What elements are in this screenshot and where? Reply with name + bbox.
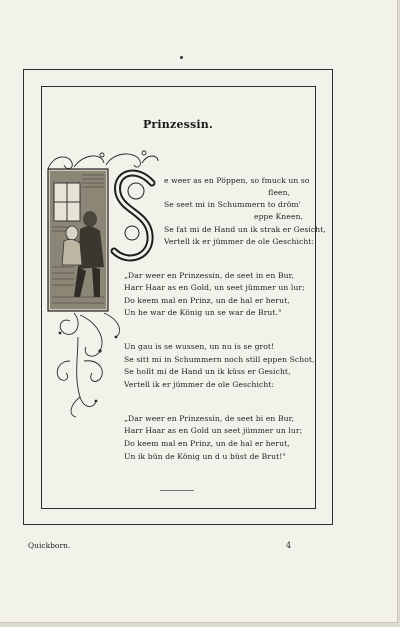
verse-line: eppe Kneen, xyxy=(254,212,304,221)
verse-line: „Dar weer en Prinzessin, de seet bi en Bur, xyxy=(124,414,295,423)
verse-line: fleen, xyxy=(268,188,291,197)
verse-line: Se sitt mi in Schummern noch still eppen Schot, xyxy=(124,355,315,364)
verse-line: Un ik bün de König un d u büst de Brut!" xyxy=(124,452,286,461)
page-number: 4 xyxy=(286,541,292,550)
verse-line: Se seet mi in Schummern to dröm' xyxy=(164,200,301,209)
verse-line: Do keem mal en Prinz, un de hal er herut, xyxy=(124,296,290,305)
verse-line: e weer as en Pöppen, so fmuck un so xyxy=(164,176,310,185)
verse-line: Se hollt mi de Hand un ik küss er Gesicht, xyxy=(124,367,291,376)
verse-line: Se fat mi de Hand un ik strak er Gesicht, xyxy=(164,225,326,234)
verse-line: Harr Haar as en Gold, un seet jümmer un lur; xyxy=(124,283,305,292)
book-title-footer: Quickborn. xyxy=(28,541,71,550)
poem-title: Prinzessin. xyxy=(142,118,214,131)
verse-line: „Dar weer en Prinzessin, de seet in en Bur, xyxy=(124,271,295,280)
verse-line: Vertell ik er jümmer de ole Geschicht: xyxy=(164,237,315,246)
verse-line: Vertell ik er jümmer de ole Geschicht: xyxy=(124,380,275,389)
verse-line: Un he war de König un se war de Brut." xyxy=(124,308,282,317)
verse-line: Do keem mal en Prinz, un de hal er herut, xyxy=(124,439,290,448)
printer-mark xyxy=(180,56,183,59)
closing-rule xyxy=(160,490,194,491)
verse-line: Harr Haar as en Gold un seet jümmer un lur; xyxy=(124,426,303,435)
verse-line: Un gau is se wussen, un nu is se grot! xyxy=(124,342,275,351)
